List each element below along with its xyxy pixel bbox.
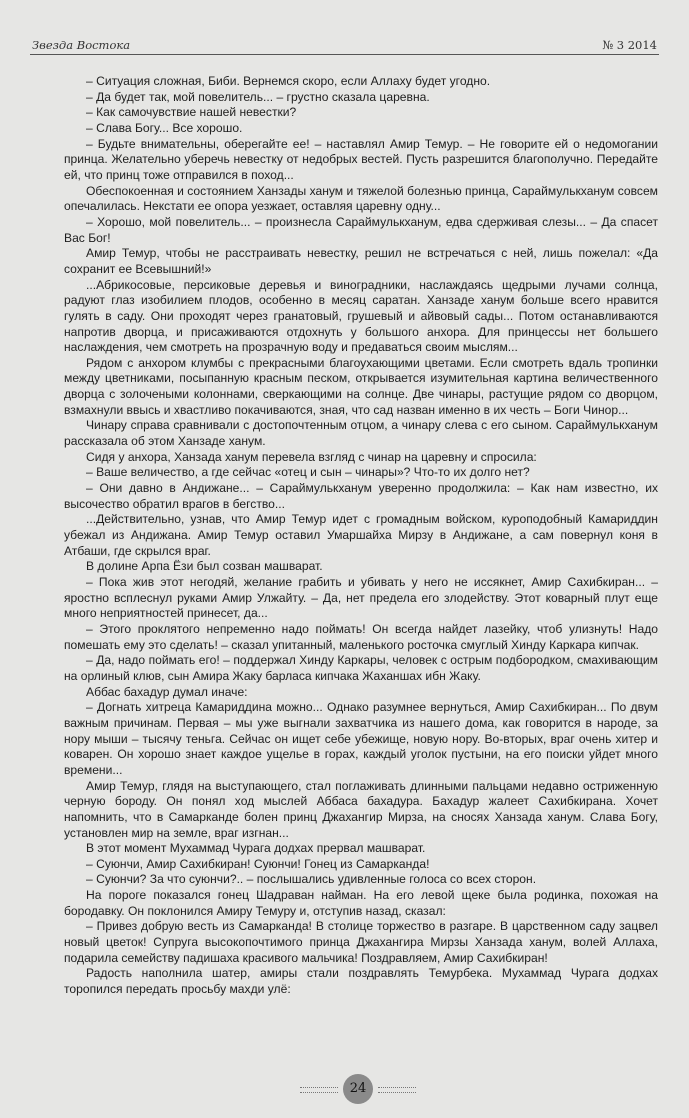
page-number: 24 [349, 1081, 367, 1096]
issue-number: № 3 2014 [602, 38, 657, 52]
paragraph: – Ваше величество, а где сейчас «отец и сын – чинары»? Что-то их долго нет? [86, 465, 530, 480]
paragraph: На пороге показался гонец Шадраван найман. На его левой щеке была родинка, похожая на бородавку. Он поклонился Амиру Темуру и, отступив назад, сказал: [64, 888, 658, 918]
paragraph: – Слава Богу... Все хорошо. [86, 120, 243, 135]
paragraph: – Будьте внимательны, оберегайте ее! – наставлял Амир Темур. – Не говорите ей о недомогании принца. Желательно уберечь невестку от недобрых вестей. Пусть разрешится благополучно. Передайте ей, что принц тоже отправился в поход... [64, 136, 658, 182]
paragraph: – Пока жив этот негодяй, желание грабить и убивать у него не иссякнет, Амир Сахибкиран... – яростно всплеснул руками Амир Улжайту. – Да, нет предела его злодейству. Этот коварный плут еще много неприятностей принесет, да... [64, 575, 658, 621]
footer-ornament-right [378, 1087, 416, 1093]
paragraph: Радость наполнила шатер, амиры стали поздравлять Темурбека. Мухаммад Чурага додхах торопился передать просьбу махди улё: [64, 966, 658, 997]
paragraph: – Догнать хитреца Камариддина можно... Однако разумнее вернуться, Амир Сахибкиран... По двум важным причинам. Первая – мы уже выгнали захватчика из нашего дома, как говорится в народе, за нору мыши – тысячу теньга. Сейчас он ищет себе убежище, новую нору. Во-вторых, враг очень хитер и коварен. Он хорошо знает каждое ущелье в горах, каждый уголок пустыни, на его поиски уйдет много времени... [64, 700, 658, 777]
article-body [64, 74, 658, 998]
paragraph: – Да будет так, мой повелитель... – грустно сказала царевна. [86, 89, 430, 104]
paragraph: В долине Арпа Ёзи был созван машварат. [86, 559, 323, 574]
paragraph: Обеспокоенная и состоянием Ханзады ханум и тяжелой болезнью принца, Сараймулькханум совсем опечалилась. Некстати ее опора уезжает, оставляя царевну одну... [64, 183, 658, 214]
paragraph: Амир Темур, чтобы не расстраивать невестку, решил не встречаться с ней, лишь пожелал: «Да сохранит ее Всевышний!» [64, 246, 658, 276]
paragraph: Рядом с анхором клумбы с прекрасными благоухающими цветами. Если смотреть вдаль тропинки между цветниками, посыпанную красным песком, открывается изумительная картина величественного дворца с золочеными колоннами, сверкающими на солнце. Две чинары, растущие рядом со дворцом, взмахнули ввысь и хвастливо покачиваются, зная, что сад назван именно в их честь – Боги Чинор... [64, 355, 658, 417]
paragraph: – Привез добрую весть из Самарканда! В столице торжество в разгаре. В царственном саду зацвел новый цветок! Супруга высокопочтимого принца Джахангира Мирзы Ханзада ханум, волей Аллаха, подарила семейству падишаха красивого мальчика! Поздравляем, Амир Сахибкиран! [64, 919, 658, 965]
paragraph: – Хорошо, мой повелитель... – произнесла Сараймулькханум, едва сдерживая слезы... – Да спасет Вас Бог! [64, 214, 658, 245]
paragraph: – Они давно в Андижане... – Сараймулькханум уверенно продолжила: – Как нам известно, их высочество обратил врагов в бегство... [64, 481, 658, 511]
paragraph: – Суюнчи, Амир Сахибкиран! Суюнчи! Гонец из Самарканда! [86, 856, 430, 871]
paragraph: В этот момент Мухаммад Чурага додхах прервал машварат. [86, 841, 426, 856]
paragraph: – Суюнчи? За что суюнчи?.. – послышались удивленные голоса со всех сторон. [86, 872, 537, 887]
paragraph: – Да, надо поймать его! – поддержал Хинду Каркары, человек с острым подбородком, смахивающим на орлиный клюв, сын Амира Жаку барласа кипчака Жаханшах ибн Жаку. [64, 653, 658, 683]
running-header [30, 34, 659, 56]
journal-title: Звезда Востока [32, 38, 131, 52]
header-rule [30, 54, 659, 55]
paragraph: – Ситуация сложная, Биби. Вернемся скоро, если Аллаху будет угодно. [86, 74, 491, 88]
page-number-badge [343, 1074, 373, 1104]
paragraph: Сидя у анхора, Ханзада ханум перевела взгляд с чинар на царевну и спросила: [86, 449, 537, 464]
paragraph: ...Абрикосовые, персиковые деревья и виноградники, наслаждаясь щедрыми лучами солнца, радуют глаз изобилием плодов, особенно в месяц саратан. Ханзаде ханум больше всего нравится гулять в саду. Они проходят через гранатовый, грушевый и айвовый сады... Потом останавливаются напротив дворца, и присаживаются отдохнуть у большого анхора. Для принцессы нет большего наслаждения, чем смотреть на прозрачную воду и предаваться своим мыслям... [64, 277, 658, 355]
footer-ornament-left [300, 1087, 338, 1093]
paragraph: Амир Темур, глядя на выступающего, стал поглаживать длинными пальцами недавно остриженную черную бороду. Он понял ход мыслей Аббаса бахадура. Бахадур жалеет Сахибкирана. Хочет напомнить, что в Самарканде болен принц Джахангир Мирза, на сносях Ханзада ханум. Слава Богу, установлен мир на земле, враг изгнан... [64, 778, 658, 840]
paragraph: – Этого проклятого непременно надо поймать! Он всегда найдет лазейку, чтоб улизнуть! Надо помешать ему это сделать! – сказал упитанный, маленького росточка смуглый Хинду Каркара кипчак. [64, 621, 658, 652]
paragraph: Чинару справа сравнивали с достопочтенным отцом, а чинару слева с его сыном. Сараймулькханум рассказала об этом Ханзаде ханум. [64, 418, 658, 449]
paragraph: – Как самочувствие нашей невестки? [86, 105, 297, 120]
paragraph: Аббас бахадур думал иначе: [86, 684, 248, 699]
paragraph: ...Действительно, узнав, что Амир Темур идет с громадным войском, куроподобный Камариддин убежал из Андижана. Амир Темур оставил Умаршайха Мирзу в Андижане, а сам повернул коня в Атбаши, где скрылся враг. [64, 512, 658, 558]
